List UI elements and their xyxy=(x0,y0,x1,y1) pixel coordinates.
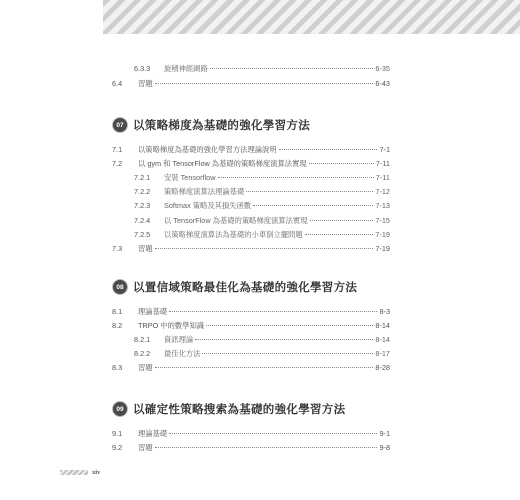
section-title: Softmax 策略及其損失函數 xyxy=(164,201,252,210)
toc-subsection-entry xyxy=(112,334,390,346)
header-decoration-band xyxy=(103,0,520,34)
section-title: 理論基礎 xyxy=(138,307,168,316)
toc-section-entry xyxy=(112,320,390,332)
toc-section-entry xyxy=(112,158,390,170)
section-number: 7.2 xyxy=(112,159,123,168)
section-number: 7.2.5 xyxy=(134,230,151,239)
section-title: 習題 xyxy=(138,363,153,372)
dot-leader xyxy=(218,176,374,178)
section-title: 旋積神經網路 xyxy=(164,64,208,73)
page-reference: 7-15 xyxy=(375,216,390,225)
section-title: 以策略梯度演算法為基礎的小車倒立擺問題 xyxy=(164,230,303,239)
chapter-number-badge: 09 xyxy=(112,401,128,417)
toc-section-entry xyxy=(112,428,390,440)
section-number: 6.3.3 xyxy=(134,64,151,73)
chapter-heading xyxy=(112,115,310,135)
page-reference: 9-8 xyxy=(379,443,390,452)
toc-subsection-entry xyxy=(112,63,390,75)
section-number: 7.2.1 xyxy=(134,173,151,182)
page-reference: 7-11 xyxy=(375,159,390,168)
dot-leader xyxy=(206,324,373,326)
page-reference: 8-14 xyxy=(375,321,390,330)
toc-subsection-entry xyxy=(112,186,390,198)
dot-leader xyxy=(155,366,374,368)
page-footer xyxy=(60,467,100,477)
section-number: 8.2.2 xyxy=(134,349,151,358)
section-title: 習題 xyxy=(138,443,153,452)
section-title: 理論基礎 xyxy=(138,429,168,438)
section-number: 7.2.3 xyxy=(134,201,151,210)
section-title: 資訊理論 xyxy=(164,335,194,344)
dot-leader xyxy=(309,162,374,164)
dot-leader xyxy=(210,67,374,69)
page-reference: 9-1 xyxy=(379,429,390,438)
toc-subsection-entry xyxy=(112,172,390,184)
page-reference: 8-28 xyxy=(375,363,390,372)
toc-subsection-entry xyxy=(112,215,390,227)
section-number: 6.4 xyxy=(112,79,123,88)
toc-section-entry xyxy=(112,144,390,156)
section-number: 8.2.1 xyxy=(134,335,151,344)
toc-section-entry xyxy=(112,362,390,374)
section-title: TRPO 中的數學知識 xyxy=(138,321,205,330)
dot-leader xyxy=(169,310,377,312)
page-reference: 8-14 xyxy=(375,335,390,344)
dot-leader xyxy=(202,352,373,354)
section-number: 8.2 xyxy=(112,321,123,330)
dot-leader xyxy=(155,82,374,84)
toc-section-entry xyxy=(112,243,390,255)
section-number: 9.2 xyxy=(112,443,123,452)
section-number: 7.2.2 xyxy=(134,187,151,196)
page-reference: 7-1 xyxy=(379,145,390,154)
section-title: 以 gym 和 TensorFlow 為基礎的策略梯度演算法實現 xyxy=(138,159,307,168)
section-title: 習題 xyxy=(138,79,153,88)
chapter-heading xyxy=(112,399,345,419)
dot-leader xyxy=(253,204,373,206)
section-number: 7.3 xyxy=(112,244,123,253)
page-reference: 7-11 xyxy=(375,173,390,182)
section-title: 以策略梯度為基礎的強化學習方法理論說明 xyxy=(138,145,277,154)
toc-subsection-entry xyxy=(112,200,390,212)
page-reference: 6-35 xyxy=(375,64,390,73)
dot-leader xyxy=(155,247,374,249)
dot-leader xyxy=(195,338,373,340)
section-title: 習題 xyxy=(138,244,153,253)
section-number: 7.2.4 xyxy=(134,216,151,225)
toc-section-entry xyxy=(112,306,390,318)
toc-subsection-entry xyxy=(112,348,390,360)
section-number: 9.1 xyxy=(112,429,123,438)
chapter-number-badge: 08 xyxy=(112,279,128,295)
section-title: 策略梯度演算法理論基礎 xyxy=(164,187,245,196)
footer-decoration-bar xyxy=(60,470,88,475)
dot-leader xyxy=(279,148,378,150)
chapter-heading xyxy=(112,277,357,297)
page-reference: 7-19 xyxy=(375,230,390,239)
section-title: 安裝 Tensorflow xyxy=(164,173,216,182)
chapter-title: 以策略梯度為基礎的強化學習方法 xyxy=(133,120,310,132)
page-reference: 8-3 xyxy=(379,307,390,316)
page-number: xiv xyxy=(92,468,101,476)
dot-leader xyxy=(246,190,373,192)
section-number: 7.1 xyxy=(112,145,123,154)
toc-section-entry xyxy=(112,78,390,90)
section-number: 8.3 xyxy=(112,363,123,372)
page-reference: 6-43 xyxy=(375,79,390,88)
chapter-title: 以確定性策略搜索為基礎的強化學習方法 xyxy=(133,404,346,416)
section-title: 以 TensorFlow 為基礎的策略梯度演算法實現 xyxy=(164,216,308,225)
toc-subsection-entry xyxy=(112,229,390,241)
page-reference: 7-19 xyxy=(375,244,390,253)
page-reference: 7-13 xyxy=(375,201,390,210)
toc-section-entry xyxy=(112,442,390,454)
page-reference: 8-17 xyxy=(375,349,390,358)
section-title: 最佳化方法 xyxy=(164,349,201,358)
dot-leader xyxy=(305,233,374,235)
dot-leader xyxy=(155,446,378,448)
section-number: 8.1 xyxy=(112,307,123,316)
page-reference: 7-12 xyxy=(375,187,390,196)
dot-leader xyxy=(169,432,377,434)
chapter-title: 以置信域策略最佳化為基礎的強化學習方法 xyxy=(133,282,358,294)
chapter-number-badge: 07 xyxy=(112,117,128,133)
dot-leader xyxy=(310,219,374,221)
